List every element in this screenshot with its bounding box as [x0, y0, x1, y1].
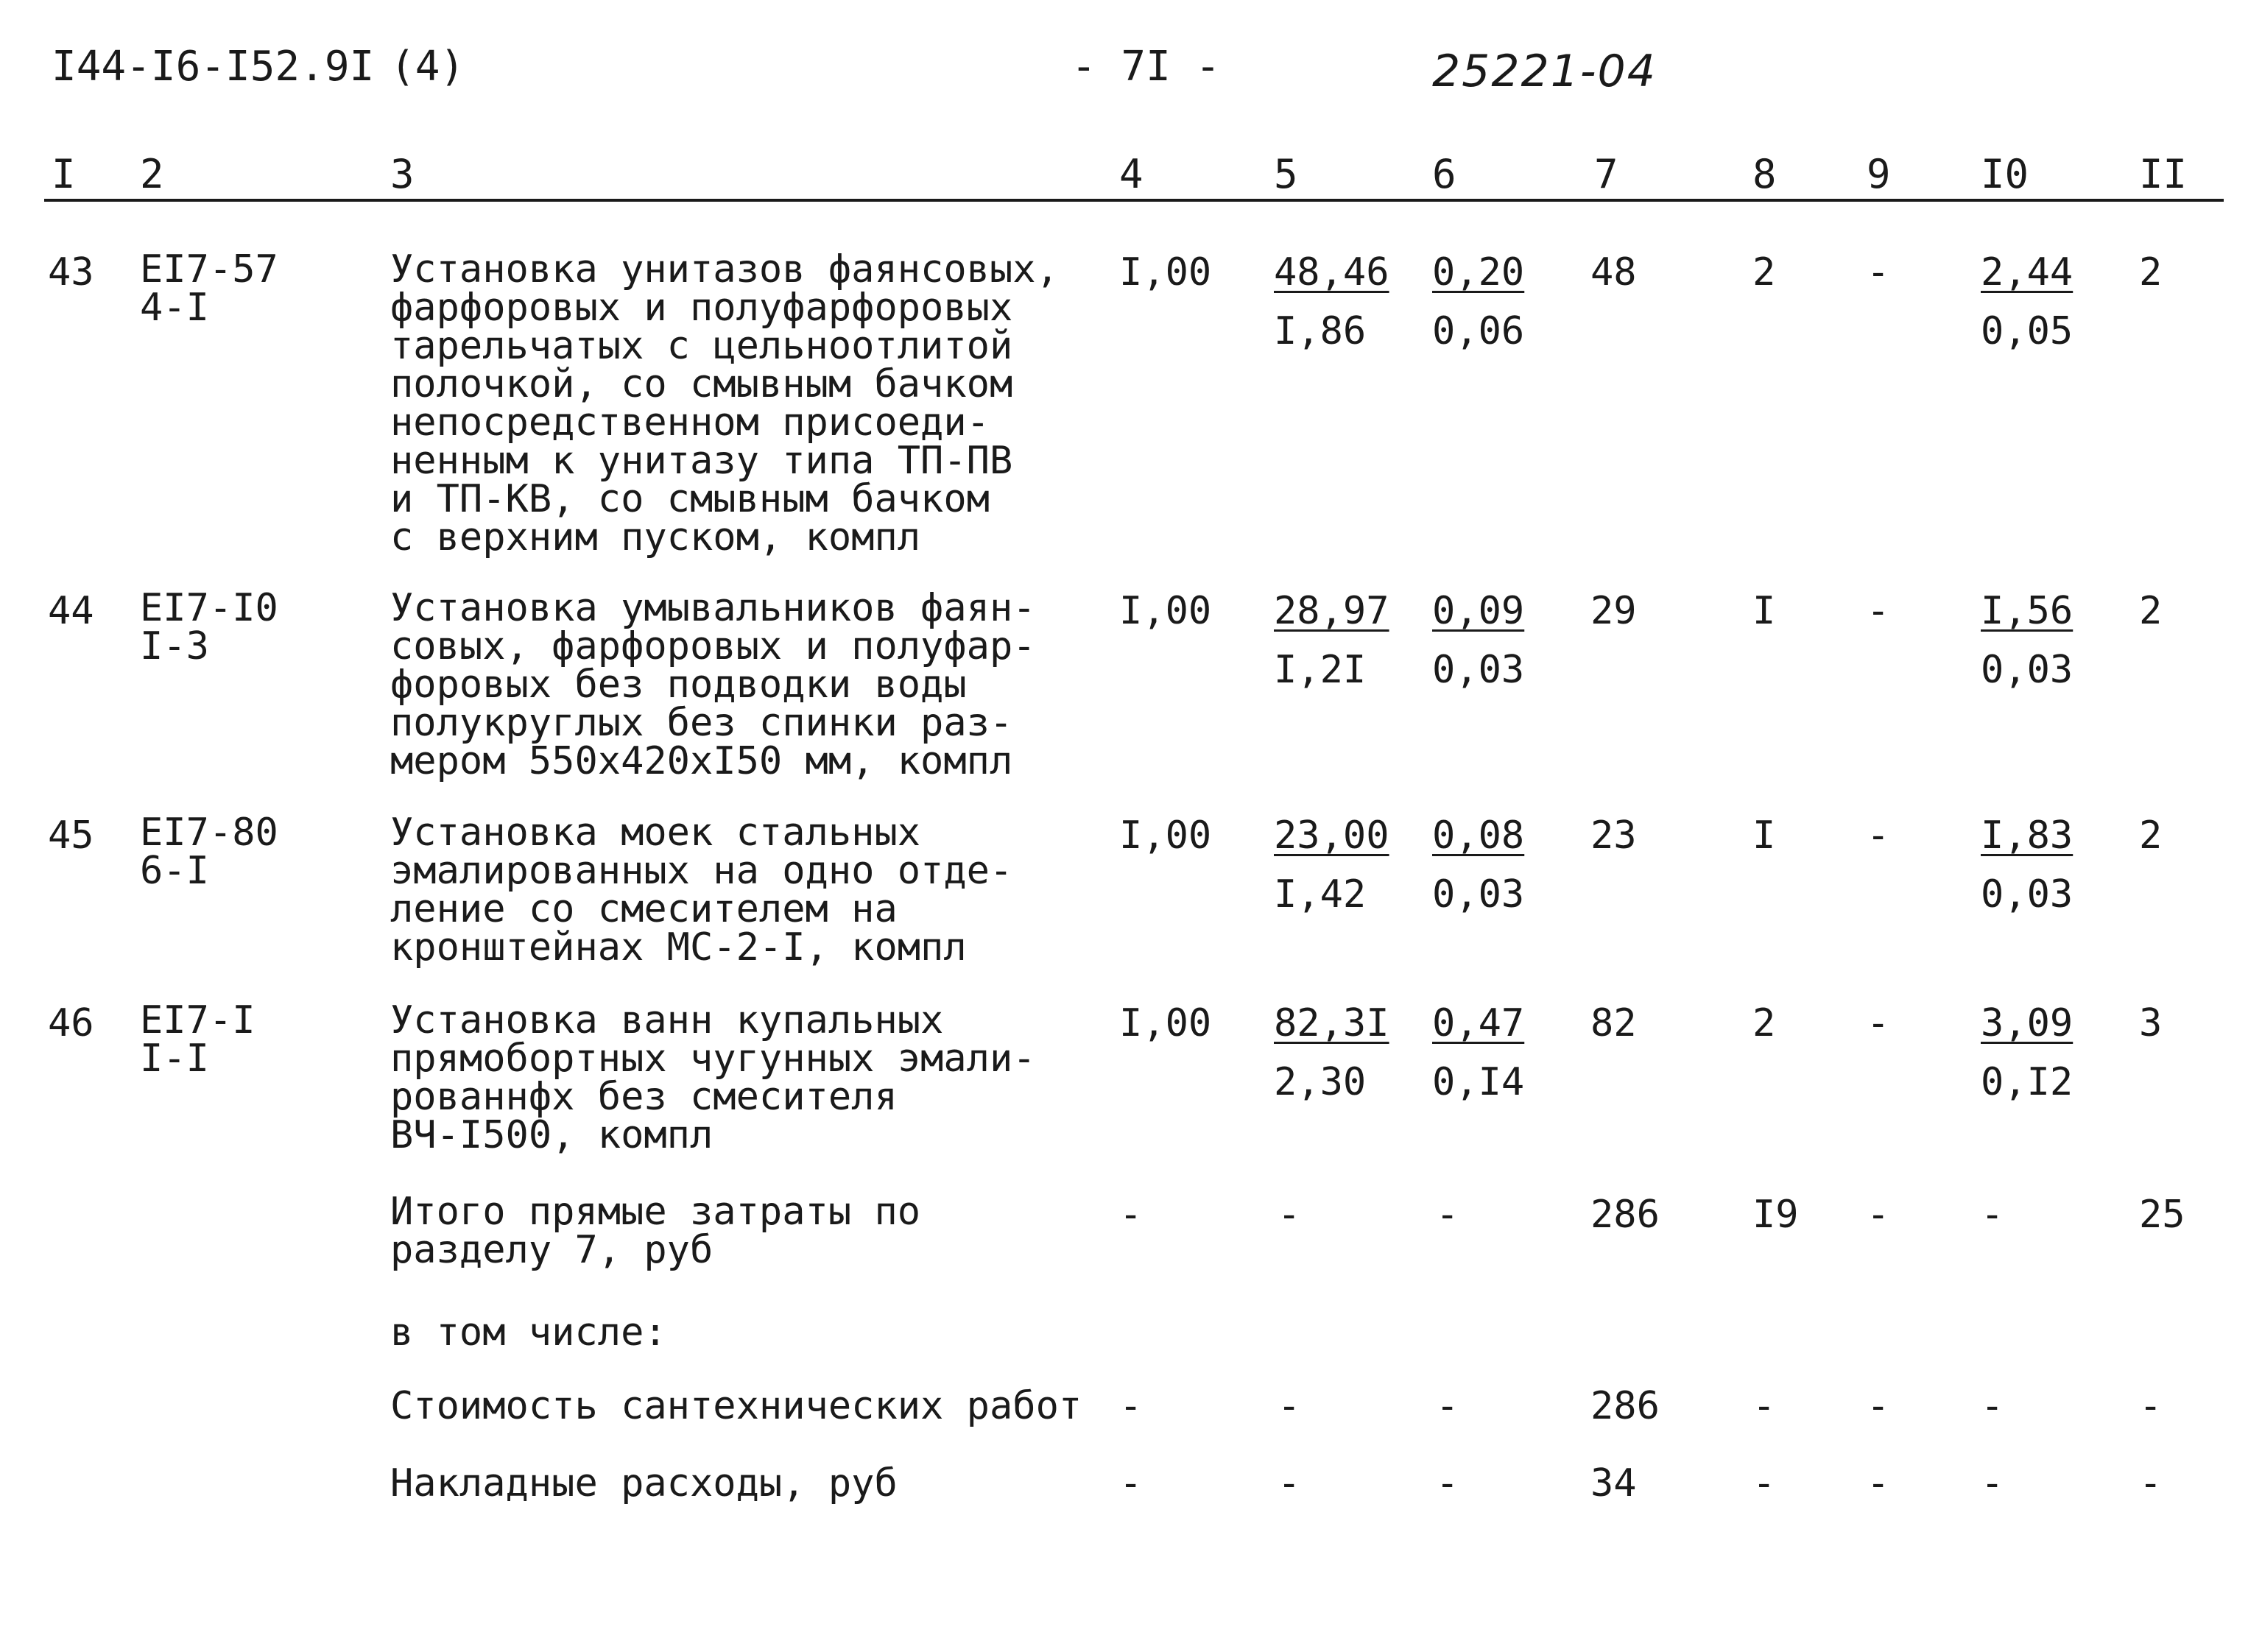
- unit-machine-cost: -: [1436, 1461, 1459, 1505]
- doc-code: I44-I6-I52.9I: [52, 43, 375, 91]
- rate-code-line: EI7-80: [140, 811, 278, 855]
- description-line: совых, фарфоровых и полуфар-: [390, 624, 1036, 668]
- description-line: эмалированных на одно отде-: [390, 849, 1013, 893]
- description-line: прямобортных чугунных эмали-: [390, 1037, 1036, 1081]
- fraction-numerator: I,83: [1981, 813, 2074, 858]
- fraction-denominator: I,86: [1274, 309, 1367, 353]
- fraction-numerator: 3,09: [1981, 1001, 2074, 1045]
- rate-code-line: EI7-I: [140, 998, 256, 1042]
- description-line: мером 550x420xI50 мм, компл: [390, 739, 1013, 783]
- fraction-denominator: 0,03: [1981, 872, 2074, 917]
- handwritten-code: 25221-04: [1432, 46, 1657, 97]
- col-header-8: 8: [1752, 151, 1777, 197]
- unit-machine-cost: [1432, 250, 1524, 353]
- wages: -: [1752, 1384, 1776, 1428]
- work-description: [390, 247, 1059, 560]
- quantity: -: [1119, 1384, 1143, 1428]
- quantity: -: [1119, 1461, 1143, 1505]
- description-line: тарельчатых с цельноотлитой: [390, 324, 1013, 368]
- fraction-numerator: 82,3I: [1274, 1001, 1389, 1045]
- fraction-numerator: 2,44: [1981, 250, 2074, 294]
- total-cost: 286: [1590, 1384, 1660, 1428]
- quantity: I,00: [1119, 250, 1212, 294]
- description-line: Установка умывальников фаян-: [390, 586, 1036, 630]
- wages: I: [1752, 813, 1776, 858]
- unit-cost: [1274, 813, 1389, 917]
- wages: 2: [1752, 1001, 1776, 1045]
- col-header-3: 3: [390, 151, 415, 197]
- column-9-value: -: [1867, 1384, 1890, 1428]
- total-cost: 29: [1590, 589, 1637, 633]
- column-9-value: -: [1867, 1461, 1890, 1505]
- row-number: 45: [48, 813, 94, 858]
- total-cost: 34: [1590, 1461, 1637, 1505]
- col-header-6: 6: [1432, 151, 1456, 197]
- labor-cost: [1981, 589, 2073, 692]
- wages: -: [1752, 1461, 1776, 1505]
- column-9-value: -: [1867, 589, 1890, 633]
- col-header-5: 5: [1274, 151, 1298, 197]
- fraction-denominator: I,42: [1274, 872, 1367, 917]
- description-line: форовых без подводки воды: [390, 663, 967, 707]
- description-line: ненным к унитазу типа ТП-ПВ: [390, 439, 1013, 483]
- total-cost: 48: [1590, 250, 1637, 294]
- unit-machine-cost: -: [1436, 1384, 1459, 1428]
- rate-code: [140, 247, 278, 330]
- description-line: Установка моек стальных: [390, 811, 921, 855]
- rate-code-line: EI7-57: [140, 247, 278, 292]
- labor-cost: -: [1981, 1461, 2004, 1505]
- unit-cost: -: [1278, 1384, 1301, 1428]
- rate-code: [140, 586, 278, 668]
- rate-code-line: 6-I: [140, 849, 209, 893]
- part-number: (4): [390, 43, 465, 91]
- unit-machine-cost: [1432, 1001, 1524, 1104]
- col-header-4: 4: [1119, 151, 1144, 197]
- fraction-numerator: I,56: [1981, 589, 2074, 633]
- col-header-2: 2: [140, 151, 164, 197]
- description-line: полукруглых без спинки раз-: [390, 701, 1013, 745]
- col-header-11: II: [2139, 151, 2188, 197]
- totals-description: [390, 1190, 921, 1272]
- rate-code-line: EI7-I0: [140, 586, 278, 630]
- description-line: разделу 7, руб: [390, 1228, 714, 1272]
- total-labor: 2: [2139, 813, 2163, 858]
- total-labor: 2: [2139, 589, 2163, 633]
- row-number: 46: [48, 1001, 94, 1045]
- fraction-numerator: 28,97: [1274, 589, 1389, 633]
- quantity: I,00: [1119, 589, 1212, 633]
- wages: I9: [1752, 1193, 1799, 1237]
- row-number: 43: [48, 250, 94, 294]
- work-description: [390, 998, 1036, 1157]
- labor-cost: [1981, 250, 2073, 353]
- fraction-denominator: I,2I: [1274, 648, 1367, 692]
- description-line: ление со смесителем на: [390, 887, 898, 931]
- wages: I: [1752, 589, 1776, 633]
- page-number: - 7I -: [1071, 43, 1221, 91]
- total-labor: 3: [2139, 1001, 2163, 1045]
- rate-code: [140, 811, 278, 893]
- total-cost: 82: [1590, 1001, 1637, 1045]
- unit-machine-cost: -: [1436, 1193, 1459, 1237]
- fraction-numerator: 0,09: [1432, 589, 1525, 633]
- col-header-9: 9: [1867, 151, 1891, 197]
- column-9-value: -: [1867, 250, 1890, 294]
- work-description: [390, 811, 1013, 970]
- description-line: непосредственном присоеди-: [390, 400, 990, 445]
- unit-cost: -: [1278, 1461, 1301, 1505]
- fraction-denominator: 0,03: [1432, 648, 1525, 692]
- column-9-value: -: [1867, 813, 1890, 858]
- quantity: I,00: [1119, 813, 1212, 858]
- total-cost: 286: [1590, 1193, 1660, 1237]
- total-cost: 23: [1590, 813, 1637, 858]
- total-labor: -: [2139, 1461, 2163, 1505]
- fraction-denominator: 2,30: [1274, 1060, 1367, 1104]
- fraction-numerator: 0,47: [1432, 1001, 1525, 1045]
- fraction-numerator: 23,00: [1274, 813, 1389, 858]
- rate-code-line: 4-I: [140, 286, 209, 330]
- labor-cost: -: [1981, 1193, 2004, 1237]
- work-description: [390, 586, 1036, 783]
- description-line: рованнфх без смесителя: [390, 1075, 898, 1119]
- description-line: и ТП-КВ, со смывным бачком: [390, 477, 990, 521]
- unit-machine-cost: [1432, 589, 1524, 692]
- rate-code-line: I-3: [140, 624, 209, 668]
- header-rule: [44, 199, 2224, 202]
- sanitary-description: Стоимость сантехнических работ: [390, 1384, 1082, 1428]
- labor-cost: [1981, 813, 2073, 917]
- fraction-denominator: 0,06: [1432, 309, 1525, 353]
- description-line: полочкой, со смывным бачком: [390, 362, 1013, 406]
- quantity: -: [1119, 1193, 1143, 1237]
- col-header-10: I0: [1981, 151, 2029, 197]
- wages: 2: [1752, 250, 1776, 294]
- rate-code: [140, 998, 256, 1081]
- fraction-denominator: 0,I4: [1432, 1060, 1525, 1104]
- description-line: ВЧ-I500, компл: [390, 1113, 714, 1157]
- unit-cost: [1274, 589, 1389, 692]
- fraction-denominator: 0,I2: [1981, 1060, 2074, 1104]
- description-line: фарфоровых и полуфарфоровых: [390, 286, 1013, 330]
- quantity: I,00: [1119, 1001, 1212, 1045]
- overhead-description: Накладные расходы, руб: [390, 1461, 898, 1505]
- col-header-1: I: [52, 151, 76, 197]
- row-number: 44: [48, 589, 94, 633]
- fraction-denominator: 0,03: [1432, 872, 1525, 917]
- col-header-7: 7: [1594, 151, 1618, 197]
- fraction-numerator: 0,08: [1432, 813, 1525, 858]
- description-line: Установка ванн купальных: [390, 998, 944, 1042]
- column-9-value: -: [1867, 1193, 1890, 1237]
- labor-cost: -: [1981, 1384, 2004, 1428]
- description-line: Установка унитазов фаянсовых,: [390, 247, 1059, 292]
- unit-cost: -: [1278, 1193, 1301, 1237]
- unit-machine-cost: [1432, 813, 1524, 917]
- description-line: с верхним пуском, компл: [390, 515, 921, 560]
- total-labor: -: [2139, 1384, 2163, 1428]
- total-labor: 2: [2139, 250, 2163, 294]
- fraction-denominator: 0,03: [1981, 648, 2074, 692]
- labor-cost: [1981, 1001, 2073, 1104]
- fraction-numerator: 0,20: [1432, 250, 1525, 294]
- rate-code-line: I-I: [140, 1037, 209, 1081]
- fraction-numerator: 48,46: [1274, 250, 1389, 294]
- unit-cost: [1274, 250, 1389, 353]
- including-label: в том числе:: [390, 1310, 667, 1355]
- description-line: Итого прямые затраты по: [390, 1190, 921, 1234]
- fraction-denominator: 0,05: [1981, 309, 2074, 353]
- total-labor: 25: [2139, 1193, 2185, 1237]
- unit-cost: [1274, 1001, 1389, 1104]
- description-line: кронштейнах МС-2-I, компл: [390, 925, 967, 970]
- column-9-value: -: [1867, 1001, 1890, 1045]
